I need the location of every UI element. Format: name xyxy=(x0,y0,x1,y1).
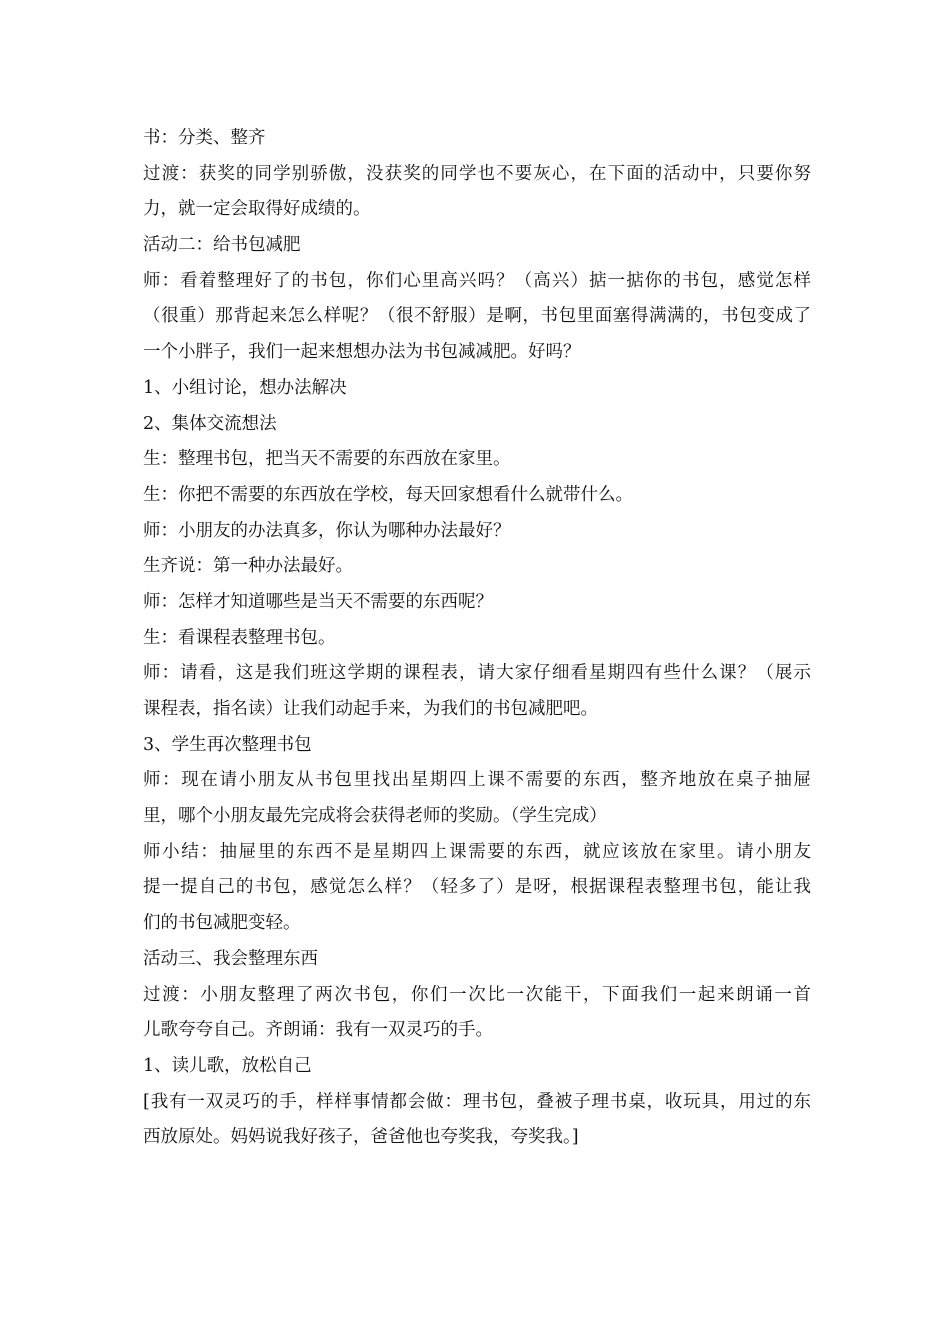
text-line: 里，哪个小朋友最先完成将会获得老师的奖励。（学生完成） xyxy=(143,806,607,827)
text-line: 书：分类、整齐 xyxy=(143,128,266,148)
text-line: [我有一双灵巧的手，样样事情都会做：理书包，叠被子理书桌，收玩具，用过的东 xyxy=(143,1091,811,1112)
text-line: 课程表，指名读）让我们动起手来，为我们的书包减肥吧。 xyxy=(143,699,598,719)
text-line: 师：小朋友的办法真多，你认为哪种办法最好？ xyxy=(143,520,511,541)
text-line: 师：怎样才知道哪些是当天不需要的东西呢？ xyxy=(143,591,493,612)
list-item: 1、小组讨论，想办法解决 xyxy=(143,377,347,398)
text-line: （很重）那背起来怎么样呢？（很不舒服）是啊，书包里面塞得满满的，书包变成了 xyxy=(143,306,811,327)
section-heading: 活动二：给书包减肥 xyxy=(143,235,301,256)
list-item: 1、读儿歌，放松自己 xyxy=(143,1055,312,1076)
text-line: 生齐说：第一种办法最好。 xyxy=(143,556,353,577)
text-line: 师：请看，这是我们班这学期的课程表，请大家仔细看星期四有些什么课？（展示 xyxy=(143,663,811,684)
document-body xyxy=(143,121,811,1156)
list-item: 2、集体交流想法 xyxy=(143,413,277,434)
text-line: 西放原处。妈妈说我好孩子，爸爸他也夸奖我，夸奖我。] xyxy=(143,1127,579,1148)
section-heading: 活动三、我会整理东西 xyxy=(143,948,318,969)
text-line: 生：整理书包，把当天不需要的东西放在家里。 xyxy=(143,449,511,470)
text-line: 师：现在请小朋友从书包里找出星期四上课不需要的东西，整齐地放在桌子抽屉 xyxy=(143,770,811,791)
text-line: 提一提自己的书包，感觉怎么样？（轻多了）是呀，根据课程表整理书包，能让我 xyxy=(143,877,811,898)
text-line: 儿歌夸夸自己。齐朗诵：我有一双灵巧的手。 xyxy=(143,1020,493,1041)
text-line: 师小结：抽屉里的东西不是星期四上课需要的东西，就应该放在家里。请小朋友 xyxy=(143,841,811,862)
text-line: 生：你把不需要的东西放在学校，每天回家想看什么就带什么。 xyxy=(143,484,633,505)
text-line: 力，就一定会取得好成绩的。 xyxy=(143,199,371,220)
text-line: 一个小胖子，我们一起来想想办法为书包减减肥。好吗？ xyxy=(143,342,581,363)
text-line: 们的书包减肥变轻。 xyxy=(143,913,301,934)
text-line: 生：看课程表整理书包。 xyxy=(143,627,336,648)
text-line: 师：看着整理好了的书包，你们心里高兴吗？（高兴）掂一掂你的书包，感觉怎样 xyxy=(143,270,811,291)
text-line: 过渡：获奖的同学别骄傲，没获奖的同学也不要灰心，在下面的活动中，只要你努 xyxy=(143,163,811,184)
text-line: 过渡：小朋友整理了两次书包，你们一次比一次能干，下面我们一起来朗诵一首 xyxy=(143,984,811,1005)
list-item: 3、学生再次整理书包 xyxy=(143,734,312,755)
